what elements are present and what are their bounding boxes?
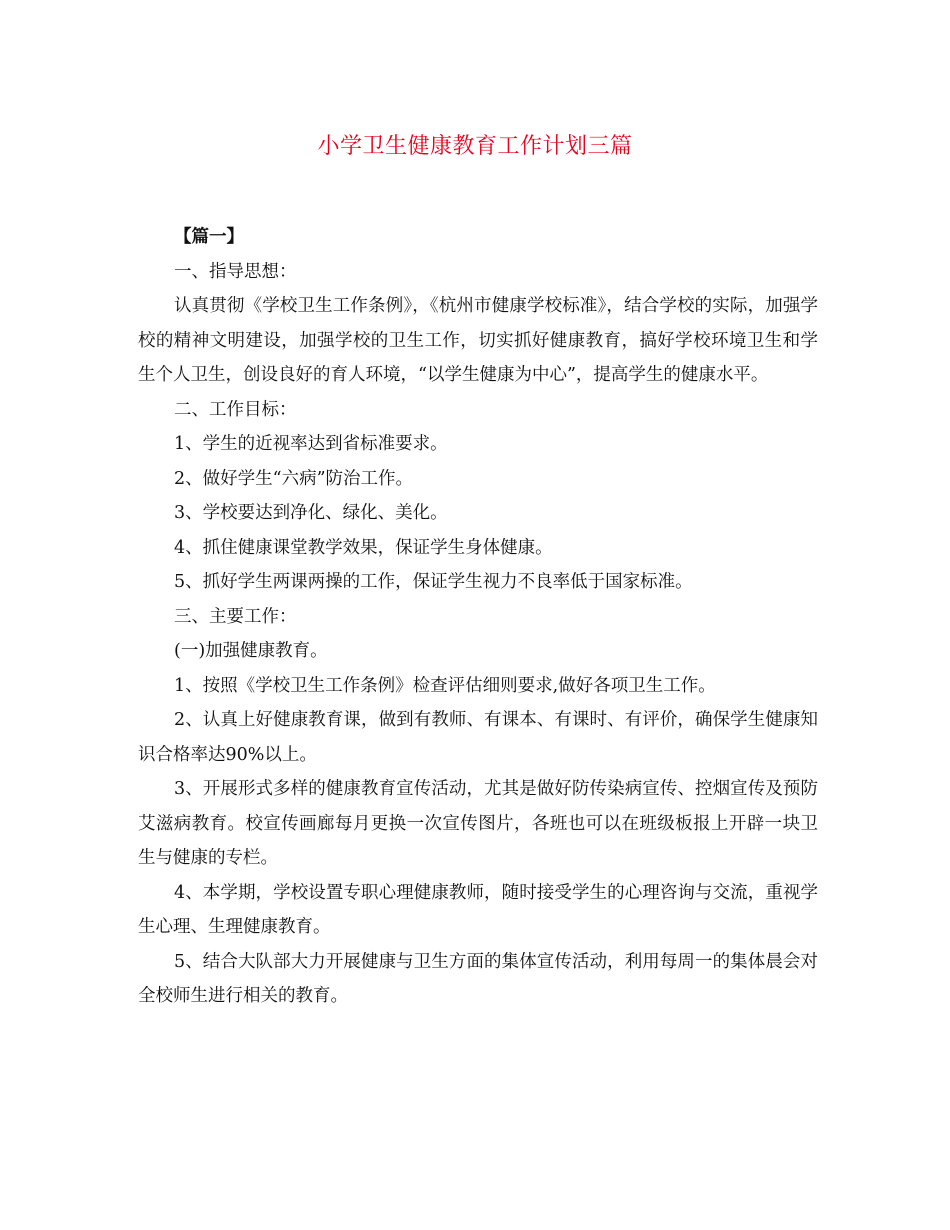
section-heading-part-one: 【篇一】: [174, 227, 244, 247]
heading-work-goals: 二、工作目标：: [174, 399, 297, 420]
work-item-2: 2、认真上好健康教育课，做到有教师、有课本、有课时、有评价，确保学生健康知识合格率达90%以上。: [138, 710, 818, 765]
work-item-4: 4、本学期，学校设置专职心理健康教师，随时接受学生的心理咨询与交流，重视学生心理、生理健康教育。: [138, 882, 818, 937]
work-item-1: 1、按照《学校卫生工作条例》检查评估细则要求,做好各项卫生工作。: [174, 675, 716, 696]
work-item-5: 5、结合大队部大力开展健康与卫生方面的集体宣传活动，利用每周一的集体晨会对全校师生进行相关的教育。: [138, 951, 818, 1006]
goal-item-2: 2、做好学生“六病”防治工作。: [174, 468, 414, 489]
heading-main-work: 三、主要工作：: [174, 606, 297, 627]
goal-item-1: 1、学生的近视率达到省标准要求。: [174, 434, 448, 454]
work-item-3: 3、开展形式多样的健康教育宣传活动，尤其是做好防传染病宣传、控烟宣传及预防艾滋病教育。校宣传画廊每月更换一次宣传图片，各班也可以在班级板报上开辟一块卫生与健康的专栏。: [138, 779, 818, 868]
goal-item-3: 3、学校要达到净化、绿化、美化。: [174, 503, 448, 523]
goal-item-5: 5、抓好学生两课两操的工作，保证学生视力不良率低于国家标准。: [174, 572, 693, 592]
document-body: [138, 220, 818, 1014]
goal-item-4: 4、抓住健康课堂教学效果，保证学生身体健康。: [174, 537, 553, 558]
document-title: 小学卫生健康教育工作计划三篇: [317, 134, 633, 159]
paragraph-guiding-ideology: 认真贯彻《学校卫生工作条例》，《杭州市健康学校标准》，结合学校的实际，加强学校的精神文明建设，加强学校的卫生工作，切实抓好健康教育，搞好学校环境卫生和学生个人卫生，创设良好的育人环境，“以学生健康为中心”，提高学生的健康水平。: [138, 296, 818, 385]
subheading-health-education: (一)加强健康教育。: [174, 641, 328, 661]
heading-guiding-ideology: 一、指导思想：: [174, 261, 297, 282]
